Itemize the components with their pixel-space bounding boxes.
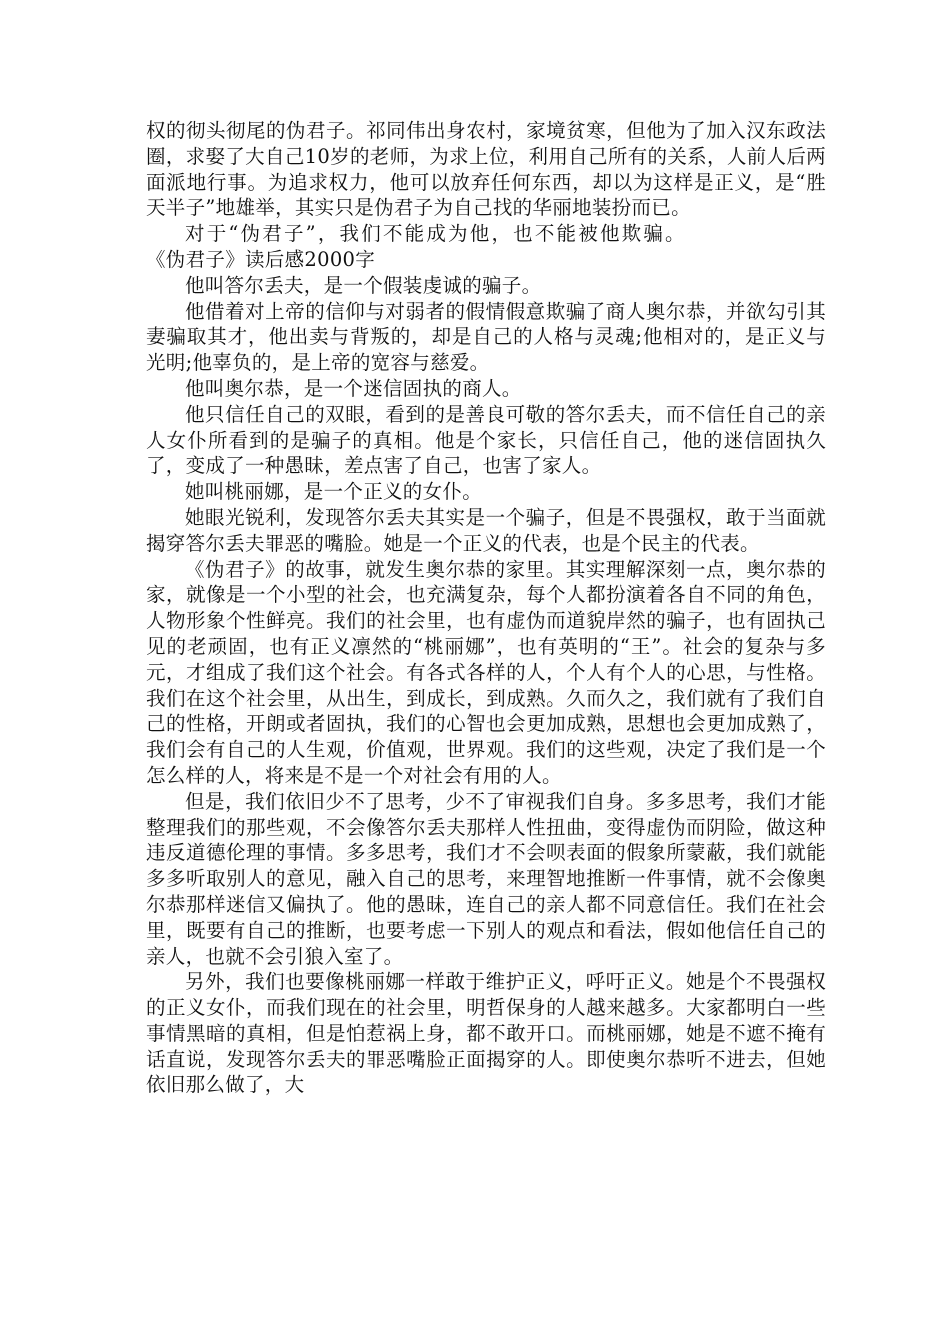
document-body	[146, 118, 826, 1098]
paragraph: 《伪君子》的故事，就发生奥尔恭的家里。其实理解深刻一点，奥尔恭的家，就像是一个小型的社会，也充满复杂，每个人都扮演着各自不同的角色，人物形象个性鲜亮。我们的社会里，也有虚伪而道貌岸然的骗子，也有固执己见的老顽固，也有正义凛然的“桃丽娜”，也有英明的“王”。社会的复杂与多元，才组成了我们这个社会。有各式各样的人，个人有个人的心思，与性格。我们在这个社会里，从出生，到成长，到成熟。久而久之，我们就有了我们自己的性格，开朗或者固执，我们的心智也会更加成熟，思想也会更加成熟了，我们会有自己的人生观，价值观，世界观。我们的这些观，决定了我们是一个怎么样的人，将来是不是一个对社会有用的人。	[146, 557, 826, 787]
paragraph: 她眼光锐利，发现答尔丢夫其实是一个骗子，但是不畏强权，敢于当面就揭穿答尔丢夫罪恶的嘴脸。她是一个正义的代表，也是个民主的代表。	[146, 505, 826, 555]
paragraph: 他叫答尔丢夫，是一个假装虔诚的骗子。	[185, 273, 542, 297]
paragraph: 权的彻头彻尾的伪君子。祁同伟出身农村，家境贫寒，但他为了加入汉东政法圈，求娶了大自己10岁的老师，为求上位，利用自己所有的关系，人前人后两面派地行事。为追求权力，他可以放弃任何东西，却以为这样是正义，是“胜天半子”地雄举，其实只是伪君子为自己找的华丽地装扮而已。	[146, 119, 826, 220]
paragraph: 另外，我们也要像桃丽娜一样敢于维护正义，呼吁正义。她是个不畏强权的正义女仆，而我们现在的社会里，明哲保身的人越来越多。大家都明白一些事情黑暗的真相，但是怕惹祸上身，都不敢开口。而桃丽娜，她是不遮不掩有话直说，发现答尔丢夫的罪恶嘴脸正面揭穿的人。即使奥尔恭听不进去，但她依旧那么做了，大	[146, 970, 826, 1097]
paragraph: 他叫奥尔恭，是一个迷信固执的商人。	[185, 376, 522, 400]
paragraph: 他只信任自己的双眼，看到的是善良可敬的答尔丢夫，而不信任自己的亲人女仆所看到的是骗子的真相。他是个家长，只信任自己，他的迷信固执久了，变成了一种愚昧，差点害了自己，也害了家人。	[146, 402, 826, 478]
paragraph: 他借着对上帝的信仰与对弱者的假情假意欺骗了商人奥尔恭，并欲勾引其妻骗取其才，他出卖与背叛的，却是自己的人格与灵魂;他相对的，是正义与光明;他辜负的，是上帝的宽容与慈爱。	[146, 299, 826, 375]
paragraph: 但是，我们依旧少不了思考，少不了审视我们自身。多多思考，我们才能整理我们的那些观，不会像答尔丢夫那样人性扭曲，变得虚伪而阴险，做这种违反道德伦理的事情。多多思考，我们才不会呗表面的假象所蒙蔽，我们就能多多听取别人的意见，融入自己的思考，来理智地推断一件事情，就不会像奥尔恭那样迷信又偏执了。他的愚昧，连自己的亲人都不同意信任。我们在社会里，既要有自己的推断，也要考虑一下别人的观点和看法，假如他信任自己的亲人，也就不会引狼入室了。	[146, 789, 826, 968]
essay-title: 《伪君子》读后感2000字	[146, 247, 376, 271]
paragraph: 她叫桃丽娜，是一个正义的女仆。	[185, 480, 483, 504]
paragraph: 对于“伪君子”，我们不能成为他，也不能被他欺骗。	[185, 222, 687, 246]
